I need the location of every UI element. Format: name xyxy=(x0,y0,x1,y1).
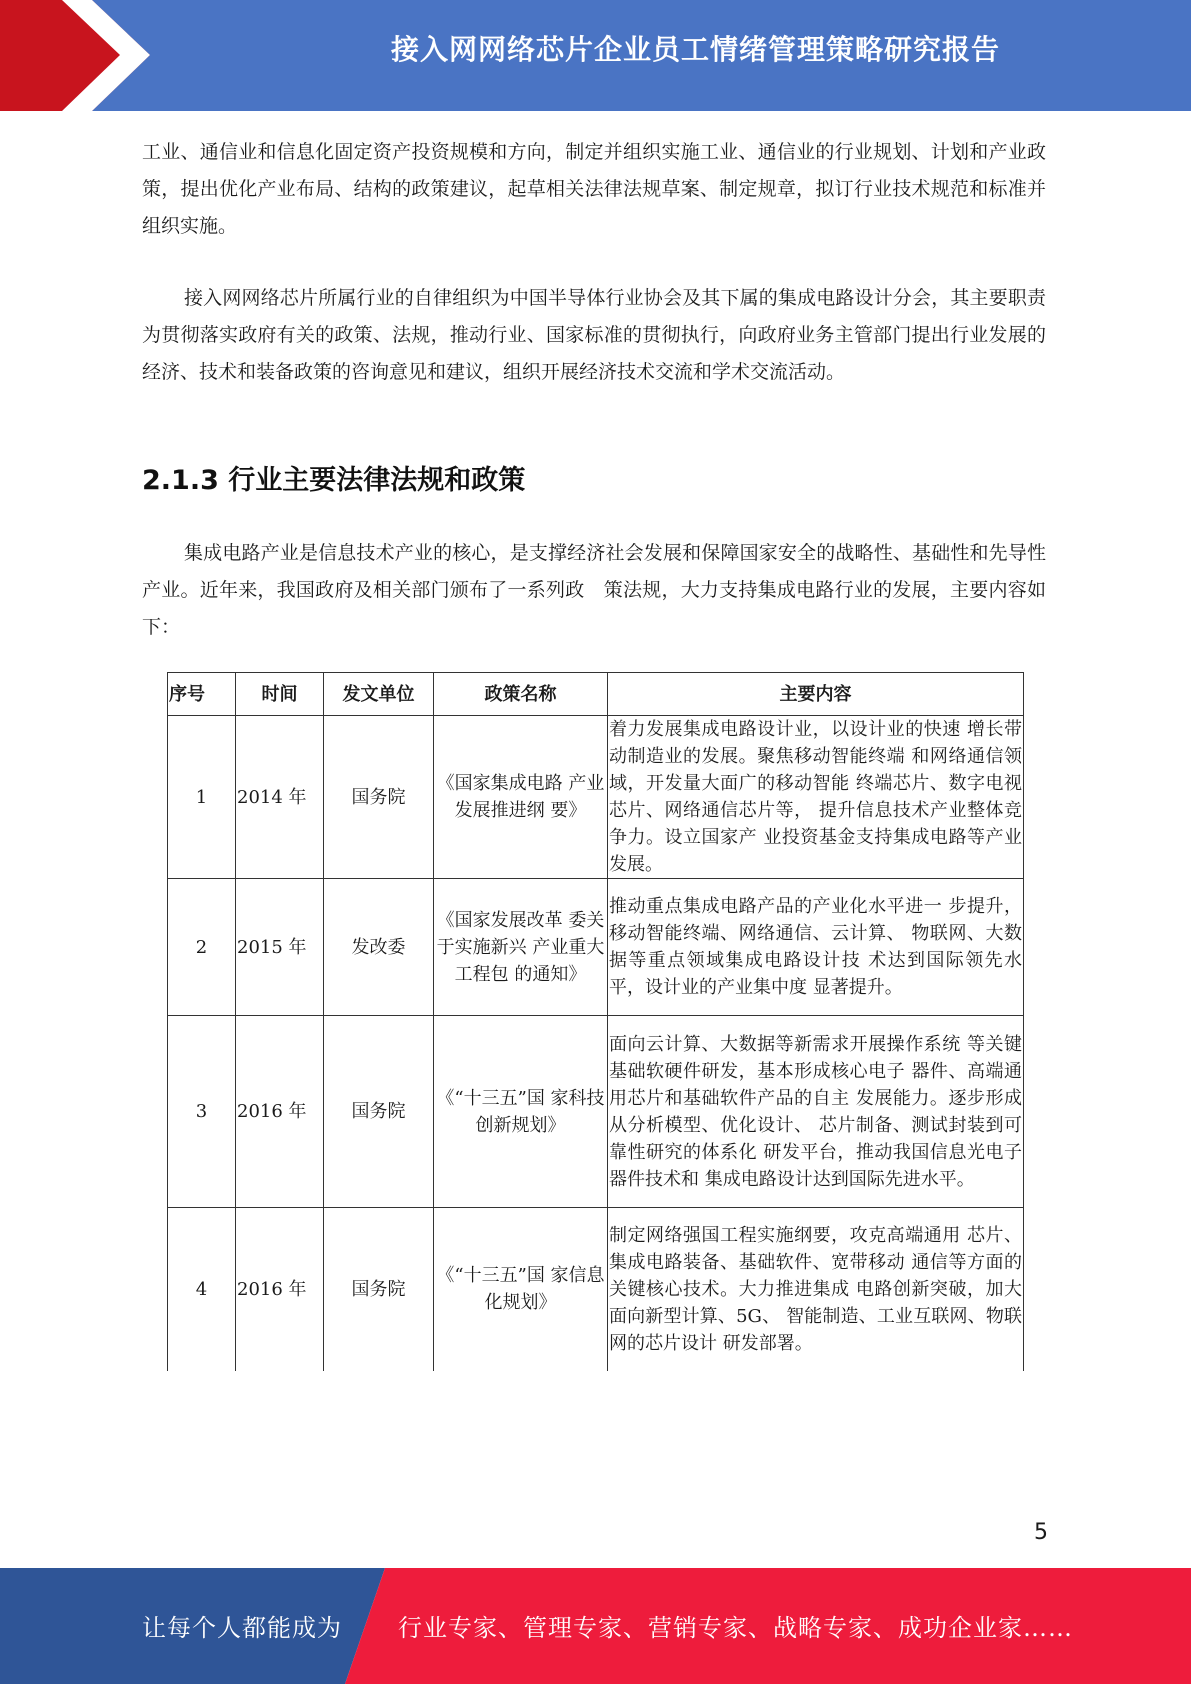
table-row xyxy=(168,879,1024,1016)
table-row xyxy=(168,716,1024,879)
policy-intro-paragraph: 集成电路产业是信息技术产业的核心，是支撑经济社会发展和保障国家安全的战略性、基础性和先导性产业。近年来，我国政府及相关部门颁布了一系列政 策法规，大力支持集成电路行业的发展，主要内容如下： xyxy=(142,542,1046,638)
cell-seq: 1 xyxy=(168,716,236,879)
cell-time: 2014 年 xyxy=(236,716,324,879)
cell-content: 推动重点集成电路产品的产业化水平进一 步提升，移动智能终端、网络通信、云计算、 物联网、大数据等重点领域集成电路设计技 术达到国际领先水平，设计业的产业集中度 显著提升。 xyxy=(608,879,1024,1016)
cell-issuer: 国务院 xyxy=(324,716,434,879)
policy-table xyxy=(167,672,1024,1371)
cell-policy-name: 《国家发展改革 委关于实施新兴 产业重大工程包 的通知》 xyxy=(434,879,608,1016)
intro-paragraph: 工业、通信业和信息化固定资产投资规模和方向，制定并组织实施工业、通信业的行业规划、计划和产业政策，提出优化产业布局、结构的政策建议，起草相关法律法规草案、制定规章，拟订行业技术规范和标准并组织实施。 xyxy=(142,141,1046,237)
page-footer xyxy=(0,1568,1191,1684)
report-title: 接入网网络芯片企业员工情绪管理策略研究报告 xyxy=(390,33,1000,66)
header-issuer: 发文单位 xyxy=(324,673,434,716)
header-seq: 序号 xyxy=(168,673,236,716)
table-header-row xyxy=(168,673,1024,716)
cell-policy-name: 《“十三五”国 家信息化规划》 xyxy=(434,1208,608,1371)
cell-seq: 4 xyxy=(168,1208,236,1371)
page-header xyxy=(0,0,1191,111)
cell-policy-name: 《国家集成电路 产业发展推进纲 要》 xyxy=(434,716,608,879)
cell-issuer: 国务院 xyxy=(324,1208,434,1371)
cell-seq: 3 xyxy=(168,1016,236,1208)
cell-time: 2015 年 xyxy=(236,879,324,1016)
cell-policy-name: 《“十三五”国 家科技创新规划》 xyxy=(434,1016,608,1208)
cell-issuer: 发改委 xyxy=(324,879,434,1016)
cell-content: 着力发展集成电路设计业，以设计业的快速 增长带动制造业的发展。聚焦移动智能终端 和网络通信领域，开发量大面广的移动智能 终端芯片、数字电视芯片、网络通信芯片等， 提升信息技术产业整体竞争力。设立国家产 业投资基金支持集成电路等产业发展。 xyxy=(608,716,1024,879)
footer-slogan-left: 让每个人都能成为 xyxy=(142,1614,342,1642)
table-row xyxy=(168,1208,1024,1371)
cell-issuer: 国务院 xyxy=(324,1016,434,1208)
header-content: 主要内容 xyxy=(608,673,1024,716)
footer-slogan-right: 行业专家、管理专家、营销专家、战略专家、成功企业家…… xyxy=(398,1614,1073,1642)
section-heading: 2.1.3 行业主要法律法规和政策 xyxy=(142,465,526,496)
cell-time: 2016 年 xyxy=(236,1208,324,1371)
cell-time: 2016 年 xyxy=(236,1016,324,1208)
association-paragraph: 接入网网络芯片所属行业的自律组织为中国半导体行业协会及其下属的集成电路设计分会，其主要职责为贯彻落实政府有关的政策、法规，推动行业、国家标准的贯彻执行，向政府业务主管部门提出行业发展的经济、技术和装备政策的咨询意见和建议，组织开展经济技术交流和学术交流活动。 xyxy=(142,287,1046,383)
header-time: 时间 xyxy=(236,673,324,716)
cell-content: 制定网络强国工程实施纲要，攻克高端通用 芯片、集成电路装备、基础软件、宽带移动 通信等方面的关键核心技术。大力推进集成 电路创新突破，加大面向新型计算、5G、 智能制造、工业互联网、物联网的芯片设计 研发部署。 xyxy=(608,1208,1024,1371)
cell-seq: 2 xyxy=(168,879,236,1016)
header-policy-name: 政策名称 xyxy=(434,673,608,716)
cell-content: 面向云计算、大数据等新需求开展操作系统 等关键基础软硬件研发，基本形成核心电子 器件、高端通用芯片和基础软件产品的自主 发展能力。逐步形成从分析模型、优化设计、 芯片制备、测试封装到可靠性研究的体系化 研发平台，推动我国信息光电子器件技术和 集成电路设计达到国际先进水平。 xyxy=(608,1016,1024,1208)
table-row xyxy=(168,1016,1024,1208)
page-number: 5 xyxy=(1034,1520,1048,1545)
